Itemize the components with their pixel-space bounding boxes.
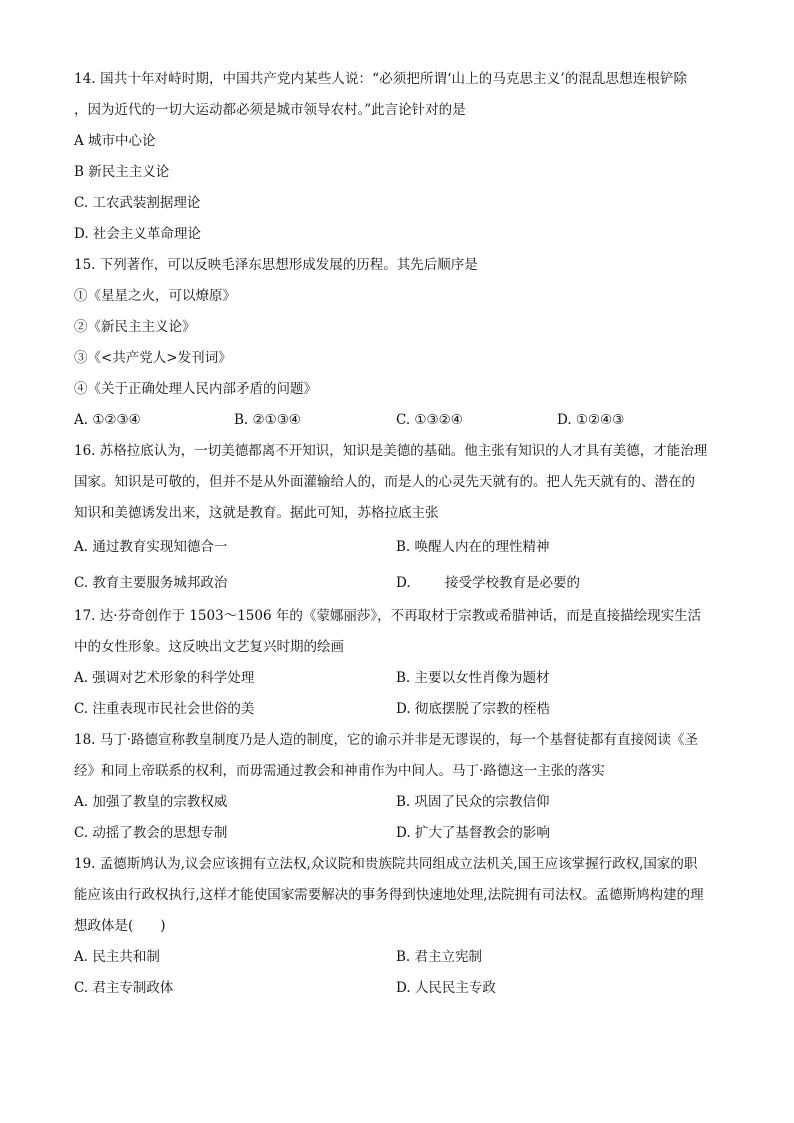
question-14-option-b: B 新民主主义论 <box>74 164 170 180</box>
question-19-option-a: A. 民主共和制 <box>74 949 160 965</box>
question-15-item-3: ③《<共产党人>发刊词》 <box>74 350 232 366</box>
question-15-option-b: B. ②①③④ <box>234 412 301 428</box>
question-14-stem-line-1: 14. 国共十年对峙时期，中国共产党内某些人说：“必须把所谓‘山上的马克思主义’的混乱思想连根铲除 <box>74 71 688 87</box>
question-16-option-b: B. 唤醒人内在的理性精神 <box>396 539 550 555</box>
question-18 <box>74 725 722 849</box>
question-16-stem-line-2: 国家。知识是可敬的，但并不是从外面灌输给人的，而是人的心灵先天就有的。把人先天就有的、潜在的 <box>74 474 695 490</box>
question-19-stem-line-3: 想政体是( ) <box>74 918 166 934</box>
question-16-option-c: C. 教育主要服务城邦政治 <box>74 575 228 591</box>
question-19-option-c: C. 君主专制政体 <box>74 980 174 996</box>
question-19-stem-line-1: 19. 孟德斯鸠认为,议会应该拥有立法权,众议院和贵族院共同组成立法机关,国王应该掌握行政权,国家的职 <box>74 856 698 872</box>
question-19-options-row-2 <box>74 973 722 1004</box>
exam-page <box>74 64 722 1004</box>
question-18-option-b: B. 巩固了民众的宗教信仰 <box>396 794 550 810</box>
question-15 <box>74 250 722 436</box>
question-16-stem-line-3: 知识和美德诱发出来，这就是教育。据此可知，苏格拉底主张 <box>74 505 439 521</box>
question-15-options <box>74 405 722 436</box>
question-15-item-4: ④《关于正确处理人民内部矛盾的问题》 <box>74 381 317 397</box>
question-17 <box>74 601 722 725</box>
question-19-option-d: D. 人民民主专政 <box>396 980 496 996</box>
question-18-stem-line-1: 18. 马丁·路德宣称教皇制度乃是人造的制度，它的谕示并非是无谬误的，每一个基督徒都有直接阅读《圣 <box>74 732 699 748</box>
question-15-option-d: D. ①②④③ <box>557 412 625 428</box>
question-18-option-d: D. 扩大了基督教会的影响 <box>396 825 550 841</box>
question-17-options-row-1 <box>74 663 722 694</box>
question-18-option-c: C. 动摇了教会的思想专制 <box>74 825 228 841</box>
question-14-stem-line-2: ，因为近代的一切大运动都必须是城市领导农村。”此言论针对的是 <box>74 102 466 118</box>
question-17-options-row-2 <box>74 694 722 725</box>
question-16 <box>74 436 722 601</box>
question-17-option-b: B. 主要以女性肖像为题材 <box>396 670 550 686</box>
question-19-stem-line-2: 能应该由行政权执行,这样才能使国家需要解决的事务得到快速地处理,法院拥有司法权。孟德斯鸠构建的理 <box>74 887 704 903</box>
question-17-stem-line-1: 17. 达·芬奇创作于 1503～1506 年的《蒙娜丽莎》，不再取材于宗教或希腊神话，而是直接描绘现实生活 <box>74 608 702 624</box>
question-17-option-a: A. 强调对艺术形象的科学处理 <box>74 670 255 686</box>
question-14-option-c: C. 工农武装割据理论 <box>74 195 201 211</box>
question-15-item-2: ②《新民主主义论》 <box>74 319 196 335</box>
question-17-stem-line-2: 中的女性形象。这反映出文艺复兴时期的绘画 <box>74 639 344 655</box>
question-14 <box>74 64 722 250</box>
question-19-options-row-1 <box>74 942 722 973</box>
question-16-option-d: D. 接受学校教育是必要的 <box>396 575 580 591</box>
question-18-options-row-1 <box>74 787 722 818</box>
question-15-option-c: C. ①③②④ <box>396 412 463 428</box>
question-14-option-d: D. 社会主义革命理论 <box>74 226 201 242</box>
question-18-stem-line-2: 经》和同上帝联系的权利，而毋需通过教会和神甫作为中间人。马丁·路德这一主张的落实 <box>74 763 605 779</box>
question-15-stem-line-1: 15. 下列著作，可以反映毛泽东思想形成发展的历程。其先后顺序是 <box>74 257 478 273</box>
question-16-option-a: A. 通过教育实现知德合一 <box>74 539 228 555</box>
question-17-option-d: D. 彻底摆脱了宗教的桎梏 <box>396 701 550 717</box>
question-15-option-a: A. ①②③④ <box>74 412 141 428</box>
question-14-option-a: A 城市中心论 <box>74 133 156 149</box>
question-19-option-b: B. 君主立宪制 <box>396 949 483 965</box>
question-16-stem-line-1: 16. 苏格拉底认为，一切美德都离不开知识，知识是美德的基础。他主张有知识的人才具有美德，才能治理 <box>74 443 708 459</box>
question-16-options-row-2 <box>74 565 722 601</box>
question-15-item-1: ①《星星之火，可以燎原》 <box>74 288 236 304</box>
question-18-options-row-2 <box>74 818 722 849</box>
question-19 <box>74 849 722 1004</box>
question-17-option-c: C. 注重表现市民社会世俗的美 <box>74 701 255 717</box>
question-16-options-row-1 <box>74 529 722 565</box>
question-18-option-a: A. 加强了教皇的宗教权威 <box>74 794 228 810</box>
